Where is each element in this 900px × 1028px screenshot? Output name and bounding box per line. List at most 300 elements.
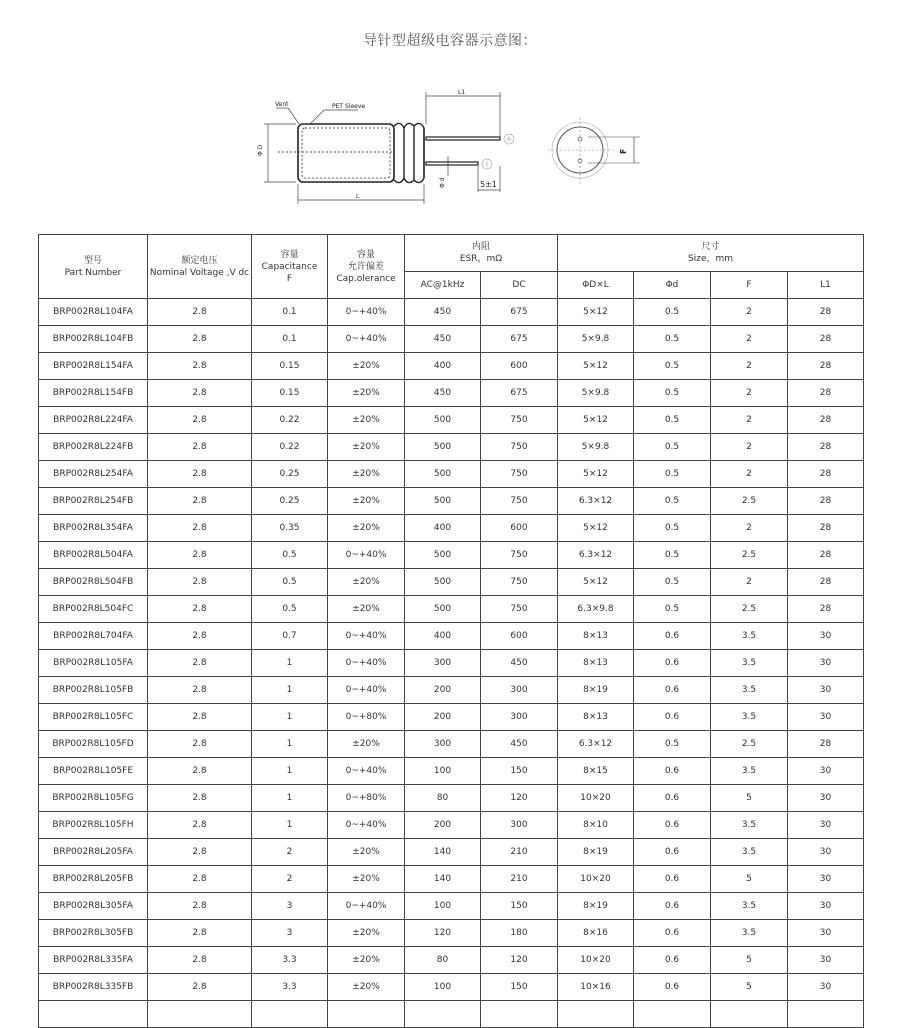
cell-esr-dc: 750	[481, 596, 558, 623]
cell-l1: 28	[788, 596, 864, 623]
table-row	[39, 488, 864, 515]
cell-dxl: 5×12	[558, 353, 634, 380]
dimension-lines	[264, 92, 500, 204]
cell-l1: 30	[788, 623, 864, 650]
cell-capacitance: 0.35	[252, 515, 328, 542]
cell-phid: 0.6	[634, 920, 711, 947]
cell-l1: 28	[788, 515, 864, 542]
cell-part-number: BRP002R8L105FG	[39, 785, 148, 812]
label-lead-spacing: 5±1	[480, 180, 497, 189]
cell-esr-dc: 300	[481, 704, 558, 731]
cell-tolerance: 0~+80%	[328, 704, 405, 731]
table-row	[39, 677, 864, 704]
table-row	[39, 812, 864, 839]
cell-dxl: 6.3×12	[558, 488, 634, 515]
cell-capacitance: 1	[252, 704, 328, 731]
cell-capacitance: 2	[252, 866, 328, 893]
cell-l1: 28	[788, 434, 864, 461]
label-phi-d-small: Φ d	[439, 177, 446, 188]
cell-l1: 28	[788, 569, 864, 596]
cell-esr-dc: 750	[481, 407, 558, 434]
cell-tolerance: ±20%	[328, 407, 405, 434]
cell-f	[711, 1001, 788, 1028]
cell-f: 3.5	[711, 758, 788, 785]
cell-dxl: 6.3×12	[558, 731, 634, 758]
cell-voltage: 2.8	[148, 515, 252, 542]
cell-phid: 0.5	[634, 515, 711, 542]
cell-part-number: BRP002R8L254FB	[39, 488, 148, 515]
cell-tolerance: 0~+80%	[328, 785, 405, 812]
cell-esr-ac: 450	[405, 326, 481, 353]
cell-tolerance: ±20%	[328, 434, 405, 461]
cell-capacitance: 1	[252, 677, 328, 704]
cell-esr-dc: 675	[481, 299, 558, 326]
cell-f: 2.5	[711, 596, 788, 623]
cell-part-number: BRP002R8L335FB	[39, 974, 148, 1001]
page-title: 导针型超级电容器示意图：	[363, 33, 537, 49]
cell-voltage: 2.8	[148, 893, 252, 920]
cell-esr-ac: 80	[405, 947, 481, 974]
cell-l1: 30	[788, 947, 864, 974]
table-row	[39, 596, 864, 623]
cell-esr-dc: 180	[481, 920, 558, 947]
cell-voltage: 2.8	[148, 434, 252, 461]
cell-part-number: BRP002R8L104FB	[39, 326, 148, 353]
cell-capacitance: 0.7	[252, 623, 328, 650]
cell-voltage: 2.8	[148, 542, 252, 569]
table-row	[39, 974, 864, 1001]
cell-voltage: 2.8	[148, 596, 252, 623]
cell-part-number: BRP002R8L254FA	[39, 461, 148, 488]
capacitor-side-view	[278, 123, 500, 182]
cell-voltage: 2.8	[148, 974, 252, 1001]
label-vent: Vent	[275, 101, 289, 108]
cell-esr-ac: 450	[405, 299, 481, 326]
cell-voltage: 2.8	[148, 461, 252, 488]
cell-tolerance: 0~+40%	[328, 758, 405, 785]
cell-part-number: BRP002R8L504FC	[39, 596, 148, 623]
cell-tolerance	[328, 1001, 405, 1028]
cell-f: 3.5	[711, 623, 788, 650]
cell-tolerance: 0~+40%	[328, 893, 405, 920]
cell-dxl	[558, 1001, 634, 1028]
cell-capacitance: 0.5	[252, 569, 328, 596]
cell-voltage: 2.8	[148, 380, 252, 407]
cell-phid: 0.6	[634, 812, 711, 839]
cell-part-number: BRP002R8L205FB	[39, 866, 148, 893]
cell-part-number: BRP002R8L105FC	[39, 704, 148, 731]
cell-tolerance: ±20%	[328, 461, 405, 488]
cell-dxl: 6.3×12	[558, 542, 634, 569]
cell-capacitance: 3.3	[252, 947, 328, 974]
cell-tolerance: 0~+40%	[328, 650, 405, 677]
cell-l1: 30	[788, 839, 864, 866]
cell-esr-ac: 200	[405, 812, 481, 839]
col-group-esr: 内阻 ESR，mΩ	[405, 235, 558, 272]
cell-tolerance: ±20%	[328, 839, 405, 866]
cell-f: 3.5	[711, 677, 788, 704]
cell-part-number: BRP002R8L205FA	[39, 839, 148, 866]
cell-f: 2	[711, 299, 788, 326]
cell-tolerance: ±20%	[328, 920, 405, 947]
cell-esr-dc: 210	[481, 866, 558, 893]
cell-tolerance: 0~+40%	[328, 677, 405, 704]
table-row	[39, 893, 864, 920]
col-f: F	[711, 272, 788, 299]
table-row	[39, 650, 864, 677]
cell-esr-dc: 210	[481, 839, 558, 866]
cell-phid: 0.5	[634, 434, 711, 461]
cell-dxl: 5×12	[558, 515, 634, 542]
cell-phid: 0.5	[634, 326, 711, 353]
table-row	[39, 461, 864, 488]
label-l1: L1	[458, 89, 466, 96]
cell-tolerance: ±20%	[328, 380, 405, 407]
cell-tolerance: 0~+40%	[328, 623, 405, 650]
cell-voltage: 2.8	[148, 407, 252, 434]
cell-f: 5	[711, 785, 788, 812]
cell-voltage: 2.8	[148, 947, 252, 974]
cell-tolerance: 0~+40%	[328, 542, 405, 569]
cell-esr-ac: 140	[405, 866, 481, 893]
cell-dxl: 10×20	[558, 785, 634, 812]
cell-phid: 0.6	[634, 785, 711, 812]
cell-part-number: BRP002R8L224FA	[39, 407, 148, 434]
cell-tolerance: ±20%	[328, 569, 405, 596]
table-body	[39, 299, 864, 1028]
label-f: F	[619, 148, 628, 154]
cell-capacitance: 0.25	[252, 461, 328, 488]
cell-dxl: 8×19	[558, 893, 634, 920]
cell-capacitance: 0.15	[252, 380, 328, 407]
cell-esr-dc: 450	[481, 731, 558, 758]
cell-part-number	[39, 1001, 148, 1028]
cell-esr-ac: 400	[405, 353, 481, 380]
cell-dxl: 8×19	[558, 677, 634, 704]
cell-l1: 28	[788, 407, 864, 434]
cell-esr-dc: 750	[481, 488, 558, 515]
cell-l1: 28	[788, 380, 864, 407]
cell-part-number: BRP002R8L105FE	[39, 758, 148, 785]
col-group-size: 尺寸 Size，mm	[558, 235, 864, 272]
cell-f: 3.5	[711, 704, 788, 731]
cell-phid: 0.6	[634, 947, 711, 974]
cell-part-number: BRP002R8L354FA	[39, 515, 148, 542]
table-row	[39, 758, 864, 785]
cell-esr-ac: 100	[405, 974, 481, 1001]
cell-esr-dc: 120	[481, 947, 558, 974]
cell-esr-ac: 500	[405, 569, 481, 596]
cell-phid: 0.6	[634, 974, 711, 1001]
cell-capacitance: 2	[252, 839, 328, 866]
cell-f: 5	[711, 947, 788, 974]
cell-dxl: 5×12	[558, 569, 634, 596]
table-row	[39, 569, 864, 596]
cell-capacitance: 0.1	[252, 299, 328, 326]
cell-tolerance: 0~+40%	[328, 299, 405, 326]
cell-capacitance: 0.22	[252, 407, 328, 434]
cell-esr-dc: 675	[481, 326, 558, 353]
table-row	[39, 299, 864, 326]
spec-table	[38, 234, 864, 1028]
cell-l1: 30	[788, 785, 864, 812]
cell-dxl: 10×16	[558, 974, 634, 1001]
cell-esr-ac: 500	[405, 542, 481, 569]
cell-capacitance: 1	[252, 785, 328, 812]
cell-l1: 28	[788, 326, 864, 353]
table-row	[39, 407, 864, 434]
cell-l1: 28	[788, 353, 864, 380]
cell-dxl: 8×10	[558, 812, 634, 839]
cell-phid: 0.5	[634, 380, 711, 407]
cell-phid: 0.6	[634, 623, 711, 650]
cell-part-number: BRP002R8L305FB	[39, 920, 148, 947]
cell-voltage: 2.8	[148, 650, 252, 677]
cell-esr-dc	[481, 1001, 558, 1028]
cell-dxl: 5×12	[558, 461, 634, 488]
cell-esr-dc: 675	[481, 380, 558, 407]
cell-esr-ac: 120	[405, 920, 481, 947]
cell-esr-dc: 750	[481, 569, 558, 596]
cell-esr-ac: 100	[405, 758, 481, 785]
col-esr-dc: DC	[481, 272, 558, 299]
cell-part-number: BRP002R8L105FB	[39, 677, 148, 704]
cell-part-number: BRP002R8L224FB	[39, 434, 148, 461]
cell-f: 2.5	[711, 488, 788, 515]
cell-l1: 30	[788, 650, 864, 677]
cell-esr-ac: 200	[405, 677, 481, 704]
cell-esr-dc: 120	[481, 785, 558, 812]
capacitor-end-view	[548, 118, 640, 184]
cell-part-number: BRP002R8L105FH	[39, 812, 148, 839]
cell-esr-dc: 600	[481, 623, 558, 650]
table-row	[39, 515, 864, 542]
cell-phid: 0.5	[634, 353, 711, 380]
cell-capacitance: 0.22	[252, 434, 328, 461]
diagram-labels	[257, 89, 497, 200]
cell-l1: 30	[788, 866, 864, 893]
cell-capacitance: 3	[252, 893, 328, 920]
table-row	[39, 866, 864, 893]
cell-esr-ac: 80	[405, 785, 481, 812]
cell-voltage: 2.8	[148, 785, 252, 812]
cell-esr-ac: 450	[405, 380, 481, 407]
cell-dxl: 6.3×9.8	[558, 596, 634, 623]
cell-l1: 30	[788, 758, 864, 785]
table-row	[39, 353, 864, 380]
cell-tolerance: 0~+40%	[328, 326, 405, 353]
cell-f: 2	[711, 380, 788, 407]
cell-voltage: 2.8	[148, 569, 252, 596]
cell-capacitance	[252, 1001, 328, 1028]
table-row	[39, 623, 864, 650]
cell-l1: 30	[788, 677, 864, 704]
cell-esr-ac: 500	[405, 434, 481, 461]
cell-phid	[634, 1001, 711, 1028]
cell-tolerance: ±20%	[328, 947, 405, 974]
cell-esr-dc: 300	[481, 812, 558, 839]
cell-esr-ac: 500	[405, 488, 481, 515]
col-l1: L1	[788, 272, 864, 299]
cell-f: 2	[711, 461, 788, 488]
cell-part-number: BRP002R8L305FA	[39, 893, 148, 920]
cell-tolerance: ±20%	[328, 731, 405, 758]
cell-phid: 0.6	[634, 650, 711, 677]
table-row	[39, 434, 864, 461]
cell-part-number: BRP002R8L105FA	[39, 650, 148, 677]
cell-dxl: 5×12	[558, 407, 634, 434]
col-dxl: ΦD×L	[558, 272, 634, 299]
cell-f: 2	[711, 326, 788, 353]
cell-voltage: 2.8	[148, 326, 252, 353]
cell-voltage: 2.8	[148, 839, 252, 866]
cell-capacitance: 1	[252, 812, 328, 839]
cell-esr-ac: 500	[405, 596, 481, 623]
cell-phid: 0.6	[634, 758, 711, 785]
cell-phid: 0.6	[634, 839, 711, 866]
cell-l1: 30	[788, 920, 864, 947]
cell-f: 5	[711, 866, 788, 893]
table-row	[39, 326, 864, 353]
cell-l1: 30	[788, 812, 864, 839]
col-capacitance: 容量 Capacitance F	[252, 235, 328, 299]
cell-voltage: 2.8	[148, 704, 252, 731]
cell-voltage: 2.8	[148, 623, 252, 650]
cell-capacitance: 1	[252, 731, 328, 758]
cell-f: 3.5	[711, 893, 788, 920]
cell-f: 3.5	[711, 812, 788, 839]
cell-f: 2.5	[711, 542, 788, 569]
cell-esr-dc: 750	[481, 434, 558, 461]
cell-tolerance: ±20%	[328, 974, 405, 1001]
cell-phid: 0.5	[634, 299, 711, 326]
cell-dxl: 8×13	[558, 704, 634, 731]
cell-capacitance: 1	[252, 650, 328, 677]
cell-voltage: 2.8	[148, 920, 252, 947]
cell-dxl: 5×9.8	[558, 434, 634, 461]
cell-voltage: 2.8	[148, 488, 252, 515]
cell-esr-ac	[405, 1001, 481, 1028]
cell-l1: 30	[788, 893, 864, 920]
cell-esr-dc: 750	[481, 542, 558, 569]
cell-esr-ac: 200	[405, 704, 481, 731]
cell-dxl: 10×20	[558, 947, 634, 974]
cell-esr-dc: 300	[481, 677, 558, 704]
cell-esr-dc: 150	[481, 893, 558, 920]
cell-part-number: BRP002R8L154FA	[39, 353, 148, 380]
cell-esr-ac: 400	[405, 623, 481, 650]
label-l: L	[356, 193, 360, 200]
cell-voltage: 2.8	[148, 299, 252, 326]
cell-f: 5	[711, 974, 788, 1001]
cell-capacitance: 0.5	[252, 596, 328, 623]
cell-f: 2	[711, 515, 788, 542]
cell-dxl: 5×12	[558, 299, 634, 326]
cell-capacitance: 0.15	[252, 353, 328, 380]
label-phi-d-big: Φ D	[257, 144, 264, 156]
col-esr-ac: AC@1kHz	[405, 272, 481, 299]
cell-esr-dc: 150	[481, 974, 558, 1001]
cell-dxl: 8×15	[558, 758, 634, 785]
cell-part-number: BRP002R8L104FA	[39, 299, 148, 326]
cell-phid: 0.5	[634, 731, 711, 758]
cell-part-number: BRP002R8L335FA	[39, 947, 148, 974]
table-row-partial	[39, 1001, 864, 1028]
col-tolerance: 容量 允许偏差 Cap.olerance	[328, 235, 405, 299]
cell-dxl: 8×13	[558, 650, 634, 677]
cell-esr-ac: 140	[405, 839, 481, 866]
cell-l1: 28	[788, 488, 864, 515]
cell-phid: 0.5	[634, 461, 711, 488]
label-pet-sleeve: PET Sleeve	[332, 103, 366, 110]
cell-part-number: BRP002R8L154FB	[39, 380, 148, 407]
cell-esr-dc: 450	[481, 650, 558, 677]
cell-phid: 0.5	[634, 596, 711, 623]
cell-f: 2.5	[711, 731, 788, 758]
cell-f: 2	[711, 353, 788, 380]
cell-voltage	[148, 1001, 252, 1028]
cell-dxl: 5×9.8	[558, 326, 634, 353]
cell-dxl: 8×16	[558, 920, 634, 947]
col-part-number: 型号 Part Number	[39, 235, 148, 299]
table-row	[39, 947, 864, 974]
cell-tolerance: 0~+40%	[328, 812, 405, 839]
cell-f: 3.5	[711, 839, 788, 866]
cell-voltage: 2.8	[148, 758, 252, 785]
table-row	[39, 839, 864, 866]
cell-l1	[788, 1001, 864, 1028]
cell-esr-dc: 600	[481, 353, 558, 380]
cell-esr-dc: 750	[481, 461, 558, 488]
table-row	[39, 542, 864, 569]
cell-esr-ac: 500	[405, 407, 481, 434]
cell-esr-ac: 300	[405, 731, 481, 758]
cell-phid: 0.6	[634, 893, 711, 920]
col-phid: Φd	[634, 272, 711, 299]
cell-dxl: 5×9.8	[558, 380, 634, 407]
table-row	[39, 380, 864, 407]
cell-part-number: BRP002R8L704FA	[39, 623, 148, 650]
cell-tolerance: ±20%	[328, 596, 405, 623]
table-row	[39, 920, 864, 947]
cell-tolerance: ±20%	[328, 866, 405, 893]
cell-l1: 28	[788, 461, 864, 488]
table-row	[39, 785, 864, 812]
cell-l1: 30	[788, 704, 864, 731]
cell-capacitance: 0.25	[252, 488, 328, 515]
cell-voltage: 2.8	[148, 677, 252, 704]
table-row	[39, 704, 864, 731]
cell-tolerance: ±20%	[328, 488, 405, 515]
cell-capacitance: 3	[252, 920, 328, 947]
cell-esr-dc: 600	[481, 515, 558, 542]
cell-phid: 0.5	[634, 542, 711, 569]
cell-phid: 0.5	[634, 407, 711, 434]
cell-capacitance: 1	[252, 758, 328, 785]
cell-phid: 0.6	[634, 677, 711, 704]
cell-voltage: 2.8	[148, 353, 252, 380]
cell-f: 2	[711, 434, 788, 461]
cell-voltage: 2.8	[148, 866, 252, 893]
cell-esr-dc: 150	[481, 758, 558, 785]
cell-phid: 0.5	[634, 569, 711, 596]
cell-voltage: 2.8	[148, 812, 252, 839]
cell-part-number: BRP002R8L504FB	[39, 569, 148, 596]
cell-dxl: 8×19	[558, 839, 634, 866]
col-voltage: 额定电压 Nominal Voltage ,V dc	[148, 235, 252, 299]
cell-f: 2	[711, 407, 788, 434]
cell-phid: 0.6	[634, 704, 711, 731]
